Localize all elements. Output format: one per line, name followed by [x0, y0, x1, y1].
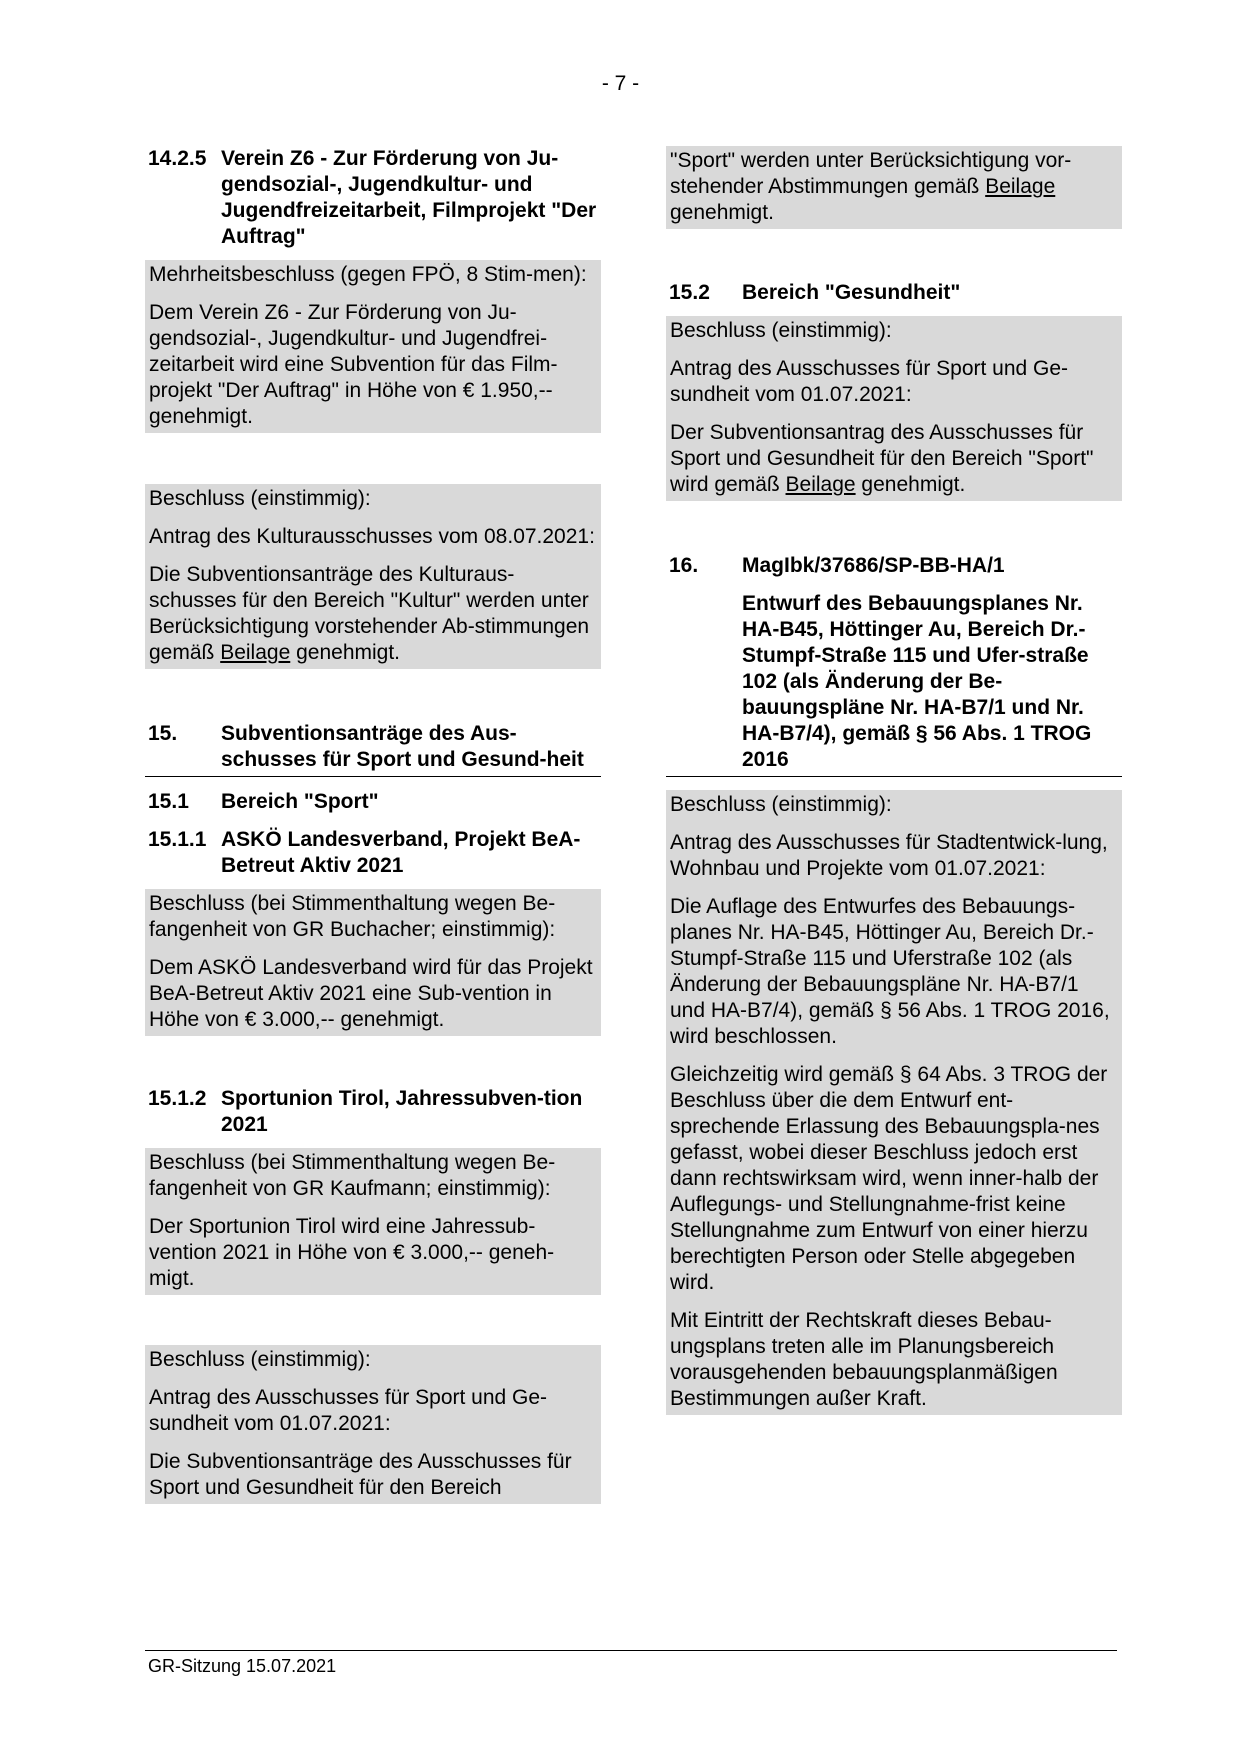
- section-number: 15.: [148, 722, 178, 745]
- resolution-text: Die Subventionsanträge des Kulturaus-schusses für den Bereich "Kultur" werden unter Berücksichtigung vorstehender Ab-stimmungen gemäß Beilage genehmigt.: [149, 563, 590, 664]
- heading-15-1-1: [145, 827, 601, 879]
- resolution-text: Die Auflage des Entwurfes des Bebauungs-planes Nr. HA-B45, Höttinger Au, Bereich Dr.-Stumpf-Straße 115 und Uferstraße 102 (als Änderung der Bebauungspläne Nr. HA-B7/1 und HA-B7/4), gemäß § 56 Abs. 1 TROG 2016, wird beschlossen.: [670, 895, 1110, 1048]
- resolution-text: "Sport" werden unter Berücksichtigung vor-stehender Abstimmungen gemäß Beilage genehmigt.: [670, 149, 1072, 224]
- section-number: 15.1.2: [148, 1087, 207, 1110]
- resolution-box: [145, 1148, 601, 1295]
- beilage-link: Beilage: [220, 641, 291, 664]
- footer-divider: [145, 1650, 1117, 1651]
- section-number: 15.1.1: [148, 828, 207, 851]
- section-title: ASKÖ Landesverband, Projekt BeA-Betreut Aktiv 2021: [221, 828, 581, 877]
- resolution-box: [145, 1345, 601, 1504]
- beilage-link: Beilage: [785, 473, 856, 496]
- motion-text: Antrag des Ausschusses für Sport und Ge-sundheit vom 01.07.2021:: [149, 1386, 548, 1435]
- resolution-text: Der Sportunion Tirol wird eine Jahressub-vention 2021 in Höhe von € 3.000,-- geneh-migt.: [149, 1215, 555, 1290]
- heading-16: [666, 553, 1122, 777]
- section-title: Verein Z6 - Zur Förderung von Ju-gendsozial-, Jugendkultur- und Jugendfreizeitarbeit, Filmprojekt "Der Auftrag": [221, 147, 597, 248]
- resolution-text: Der Subventionsantrag des Ausschusses für Sport und Gesundheit für den Bereich "Sport" wird gemäß Beilage genehmigt.: [670, 421, 1094, 496]
- resolution-type: Beschluss (einstimmig):: [149, 1348, 371, 1371]
- heading-15: [145, 721, 601, 777]
- left-column: [145, 146, 601, 1504]
- resolution-type: Beschluss (bei Stimmenthaltung wegen Be-fangenheit von GR Buchacher; einstimmig):: [149, 892, 556, 941]
- resolution-text: Mit Eintritt der Rechtskraft dieses Bebau-ungsplans treten alle im Planungsbereich vorausgehenden bebauungsplanmäßigen Bestimmungen außer Kraft.: [670, 1309, 1058, 1410]
- resolution-box: [666, 790, 1122, 1415]
- motion-text: Antrag des Ausschusses für Stadtentwick-lung, Wohnbau und Projekte vom 01.07.2021:: [670, 831, 1108, 880]
- heading-14-2-5: [145, 146, 601, 250]
- section-title: Bereich "Sport": [221, 790, 379, 813]
- resolution-type: Beschluss (einstimmig):: [670, 319, 892, 342]
- resolution-box: [145, 889, 601, 1036]
- section-number: 14.2.5: [148, 147, 207, 170]
- heading-15-1-2: [145, 1086, 601, 1138]
- section-number: 16.: [669, 554, 699, 577]
- resolution-box: [145, 484, 601, 669]
- resolution-box: [666, 316, 1122, 501]
- section-title: Subventionsanträge des Aus-schusses für Sport und Gesund-heit: [221, 722, 584, 771]
- section-title: Sportunion Tirol, Jahressubven-tion 2021: [221, 1087, 583, 1136]
- resolution-type: Beschluss (bei Stimmenthaltung wegen Be-fangenheit von GR Kaufmann; einstimmig):: [149, 1151, 556, 1200]
- motion-text: Antrag des Kulturausschusses vom 08.07.2021:: [149, 525, 595, 548]
- right-column: [666, 146, 1122, 1415]
- resolution-box: [145, 260, 601, 433]
- section-title: Entwurf des Bebauungsplanes Nr. HA-B45, Höttinger Au, Bereich Dr.-Stumpf-Straße 115 und Ufer-straße 102 (als Änderung der Be-bauungspläne Nr. HA-B7/1 und Nr. HA-B7/4), gemäß § 56 Abs. 1 TROG 2016: [742, 592, 1092, 771]
- beilage-link: Beilage: [985, 175, 1056, 198]
- resolution-type: Mehrheitsbeschluss (gegen FPÖ, 8 Stim-men):: [149, 263, 587, 286]
- motion-text: Antrag des Ausschusses für Sport und Ge-sundheit vom 01.07.2021:: [670, 357, 1069, 406]
- resolution-box-continued: [666, 146, 1122, 229]
- section-number: 15.1: [148, 790, 189, 813]
- heading-15-1: [145, 789, 601, 815]
- footer-text: GR-Sitzung 15.07.2021: [148, 1656, 337, 1676]
- file-reference: MagIbk/37686/SP-BB-HA/1: [742, 554, 1005, 577]
- resolution-text: Gleichzeitig wird gemäß § 64 Abs. 3 TROG der Beschluss über die dem Entwurf ent-sprechende Erlassung des Bebauungspla-nes gefasst, wobei dieser Beschluss jedoch erst dann rechtswirksam wird, wenn inner-halb der Auflegungs- und Stellungnahme-frist keine Stellungnahme zum Entwurf von einer hierzu berechtigten Person oder Stelle abgegeben wird.: [670, 1063, 1108, 1294]
- resolution-text: Dem ASKÖ Landesverband wird für das Projekt BeA-Betreut Aktiv 2021 eine Sub-vention in Höhe von € 3.000,-- genehmigt.: [149, 956, 593, 1031]
- resolution-text: Die Subventionsanträge des Ausschusses für Sport und Gesundheit für den Bereich: [149, 1450, 572, 1499]
- page-number: - 7 -: [601, 72, 640, 95]
- resolution-text: Dem Verein Z6 - Zur Förderung von Ju-gendsozial-, Jugendkultur- und Jugendfrei-zeitarbeit wird eine Subvention für das Film-projekt "Der Auftrag" in Höhe von € 1.950,-- genehmigt.: [149, 301, 558, 428]
- resolution-type: Beschluss (einstimmig):: [149, 487, 371, 510]
- section-title: Bereich "Gesundheit": [742, 281, 961, 304]
- resolution-type: Beschluss (einstimmig):: [670, 793, 892, 816]
- section-number: 15.2: [669, 281, 710, 304]
- heading-15-2: [666, 280, 1122, 306]
